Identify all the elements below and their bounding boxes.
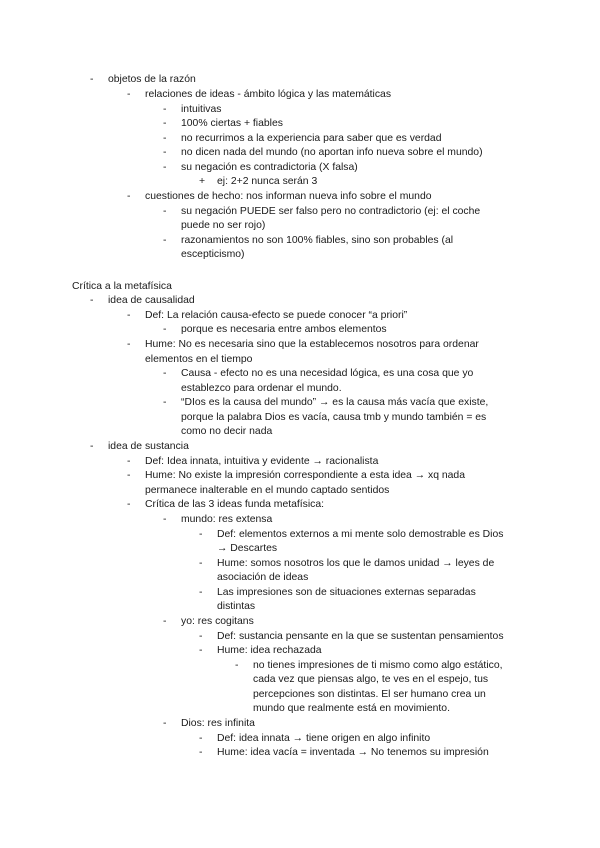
text-line: cuestiones de hecho: nos informan nueva info sobre el mundo bbox=[145, 191, 432, 202]
text-line: intuitivas bbox=[181, 104, 222, 115]
list-bullet: - bbox=[235, 660, 239, 671]
text-line: asociación de ideas bbox=[217, 572, 309, 583]
list-bullet: - bbox=[163, 397, 167, 408]
list-bullet: - bbox=[127, 470, 131, 481]
list-bullet: - bbox=[163, 368, 167, 379]
list-bullet: - bbox=[199, 733, 203, 744]
text-line: elementos en el tiempo bbox=[145, 354, 253, 365]
text-line: ej: 2+2 nunca serán 3 bbox=[217, 176, 318, 187]
text-line: su negación PUEDE ser falso pero no contradictorio (ej: el coche bbox=[181, 206, 481, 217]
list-bullet: - bbox=[199, 631, 203, 642]
list-bullet: + bbox=[199, 176, 206, 187]
text-line: porque es necesaria entre ambos elementos bbox=[181, 324, 387, 335]
list-bullet: - bbox=[90, 295, 94, 306]
text-line: Las impresiones son de situaciones externas separadas bbox=[217, 587, 476, 598]
text-line: mundo: res extensa bbox=[181, 514, 273, 525]
list-bullet: - bbox=[163, 616, 167, 627]
list-bullet: - bbox=[163, 235, 167, 246]
list-bullet: - bbox=[163, 718, 167, 729]
list-bullet: - bbox=[199, 529, 203, 540]
text-line: idea de causalidad bbox=[108, 295, 195, 306]
text-line: Def: elementos externos a mi mente solo demostrable es Dios bbox=[217, 529, 504, 540]
list-bullet: - bbox=[163, 133, 167, 144]
list-bullet: - bbox=[163, 104, 167, 115]
text-line: Def: sustancia pensante en la que se sustentan pensamientos bbox=[217, 631, 504, 642]
text-line: 100% ciertas + fiables bbox=[181, 118, 283, 129]
text-line: Hume: No existe la impresión correspondiente a esta idea → xq nada bbox=[145, 470, 465, 481]
text-line: como no decir nada bbox=[181, 426, 273, 437]
list-bullet: - bbox=[90, 441, 94, 452]
list-bullet: - bbox=[163, 514, 167, 525]
text-line: establezco para ordenar el mundo. bbox=[181, 383, 342, 394]
list-bullet: - bbox=[127, 499, 131, 510]
text-line: “DIos es la causa del mundo” → es la causa más vacía que existe, bbox=[181, 397, 489, 408]
text-line: porque la palabra Dios es vacía, causa tmb y mundo también = es bbox=[181, 412, 487, 423]
text-line: idea de sustancia bbox=[108, 441, 189, 452]
text-line: no dicen nada del mundo (no aportan info nueva sobre el mundo) bbox=[181, 147, 483, 158]
text-line: Crítica de las 3 ideas funda metafísica: bbox=[145, 499, 325, 510]
list-bullet: - bbox=[127, 310, 131, 321]
text-line: permanece inalterable en el mundo captado sentidos bbox=[145, 485, 390, 496]
list-bullet: - bbox=[163, 206, 167, 217]
list-bullet: - bbox=[163, 324, 167, 335]
text-line: relaciones de ideas - ámbito lógica y las matemáticas bbox=[145, 89, 392, 100]
text-line: cada vez que piensas algo, te ves en el espejo, tus bbox=[253, 674, 489, 685]
text-line: no tienes impresiones de ti mismo como algo estático, bbox=[253, 660, 503, 671]
list-bullet: - bbox=[90, 74, 94, 85]
text-line: objetos de la razón bbox=[108, 74, 196, 85]
list-bullet: - bbox=[199, 558, 203, 569]
text-line: Hume: idea rechazada bbox=[217, 645, 322, 656]
text-line: no recurrimos a la experiencia para saber que es verdad bbox=[181, 133, 442, 144]
text-line: Hume: idea vacía = inventada → No tenemos su impresión bbox=[217, 747, 489, 758]
text-line: puede no ser rojo) bbox=[181, 220, 266, 231]
list-bullet: - bbox=[127, 339, 131, 350]
list-bullet: - bbox=[199, 747, 203, 758]
list-bullet: - bbox=[163, 118, 167, 129]
text-line: Causa - efecto no es una necesidad lógica, es una cosa que yo bbox=[181, 368, 474, 379]
text-line: Dios: res infinita bbox=[181, 718, 255, 729]
text-line: distintas bbox=[217, 601, 256, 612]
text-line: → Descartes bbox=[217, 543, 278, 554]
text-line: mundo que realmente está en movimiento. bbox=[253, 703, 450, 714]
text-line: Hume: No es necesaria sino que la establecemos nosotros para ordenar bbox=[145, 339, 479, 350]
list-bullet: - bbox=[199, 587, 203, 598]
list-bullet: - bbox=[127, 89, 131, 100]
text-line: Def: La relación causa-efecto se puede conocer “a priori” bbox=[145, 310, 408, 321]
list-bullet: - bbox=[199, 645, 203, 656]
text-line: percepciones son distintas. El ser humano crea un bbox=[253, 689, 486, 700]
text-line: Def: idea innata → tiene origen en algo infinito bbox=[217, 733, 431, 744]
list-bullet: - bbox=[127, 191, 131, 202]
text-line: Hume: somos nosotros los que le damos unidad → leyes de bbox=[217, 558, 495, 569]
list-bullet: - bbox=[127, 456, 131, 467]
section-heading: Crítica a la metafísica bbox=[72, 281, 172, 292]
text-line: yo: res cogitans bbox=[181, 616, 254, 627]
text-line: su negación es contradictoria (X falsa) bbox=[181, 162, 358, 173]
list-bullet: - bbox=[163, 162, 167, 173]
text-line: escepticismo) bbox=[181, 249, 245, 260]
text-line: razonamientos no son 100% fiables, sino son probables (al bbox=[181, 235, 454, 246]
text-line: Def: Idea innata, intuitiva y evidente → racionalista bbox=[145, 456, 379, 467]
list-bullet: - bbox=[163, 147, 167, 158]
